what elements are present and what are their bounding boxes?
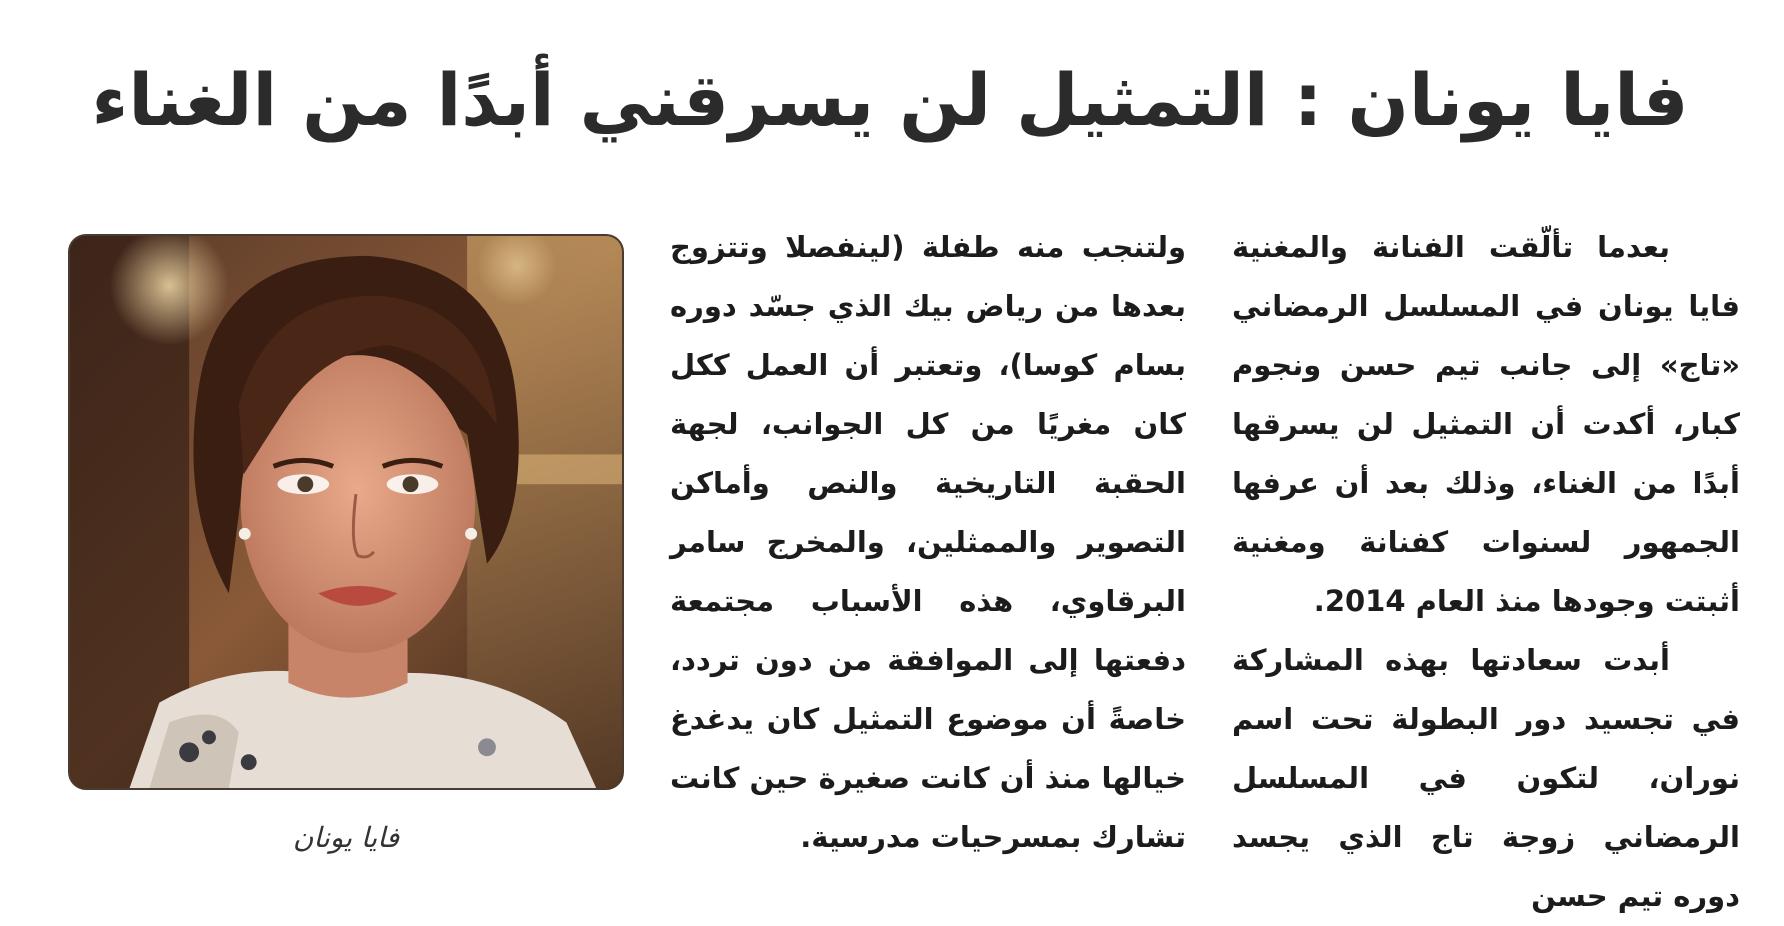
article-column-right [1232, 218, 1740, 926]
article-paragraph: بعدما تألّقت الفنانة والمغنية فايا يونان في المسلسل الرمضاني «تاج» إلى جانب تيم حسن ونجوم كبار، أكدت أن التمثيل لن يسرقها أبدًا من الغناء، وذلك بعد أن عرفها الجمهور لسنوات كفنانة ومغنية أثبتت وجودها منذ العام 2014. [1232, 230, 1740, 618]
article-paragraph: أبدت سعادتها بهذه المشاركة في تجسيد دور البطولة تحت اسم نوران، لتكون في المسلسل الرمضاني زوجة تاج الذي يجسد دوره تيم حسن [1232, 643, 1740, 913]
article-column-middle [670, 218, 1186, 867]
photo-caption: فايا يونان [292, 821, 400, 854]
portrait-illustration [70, 236, 622, 788]
article-paragraph: ولتنجب منه طفلة (لينفصلا وتتزوج بعدها من رياض بيك الذي جسّد دوره بسام كوسا)، وتعتبر أن العمل ككل كان مغريًا من كل الجوانب، لجهة الحقبة التاريخية والنص وأماكن التصوير والممثلين، والمخرج سامر البرقاوي، هذه الأسباب مجتمعة دفعتها إلى الموافقة من دون تردد، خاصةً أن موضوع التمثيل كان يدغدغ خيالها منذ أن كانت صغيرة حين كانت تشارك بمسرحيات مدرسية. [670, 230, 1186, 854]
article-headline: فايا يونان : التمثيل لن يسرقني أبدًا من الغناء [91, 58, 1689, 142]
portrait-photo [68, 234, 624, 790]
